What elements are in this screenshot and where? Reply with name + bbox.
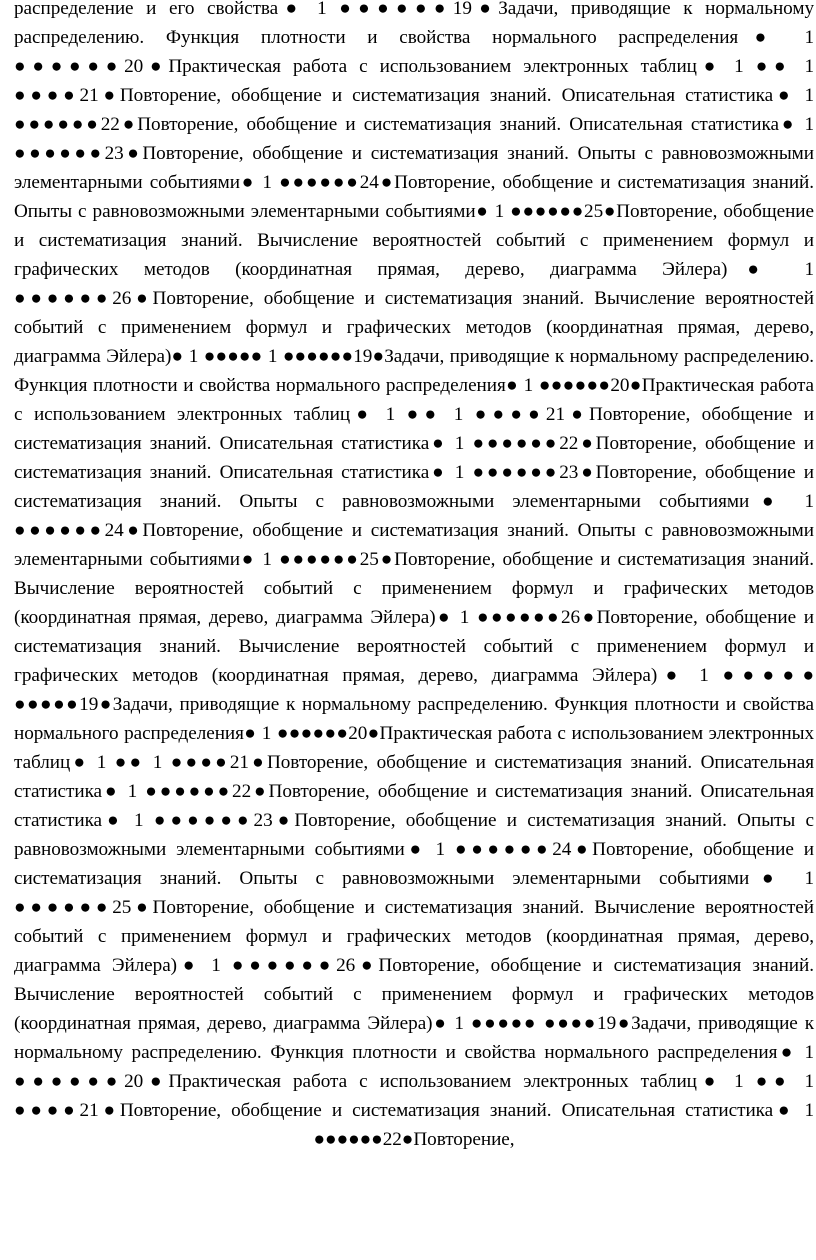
document-text: распределение и его свойства● 1 ●●●●●●19●Задачи, приводящие к нормальному распределению. Функция плотности и свойства нормального распределения● 1 ●●●●●●20●Практическая работа с использованием электронных таблиц● 1 ●● 1 ●●●●21●Повторение, обобщение и систематизация знаний. Описательная статистика● 1 ●●●●●●22●Повторение, обобщение и систематизация знаний. Описательная статистика● 1 ●●●●●●23●Повторение, обобщение и систематизация знаний. Опыты с равновозможными элементарными событиями● 1 ●●●●●●24●Повторение, обобщение и систематизация знаний. Опыты с равновозможными элементарными событиями● 1 ●●●●●●25●Повторение, обобщение и систематизация знаний. Вычисление вероятностей событий с применением формул и графических методов (координатная прямая, дерево, диаграмма Эйлера)● 1 ●●●●●●26●Повторение, обобщение и систематизация знаний. Вычисление вероятностей событий с применением формул и графических методов (координатная прямая, дерево, диаграмма Эйлера)● 1 ●●●●● 1 ●●●●●●19●Задачи, приводящие к нормальному распределению. Функция плотности и свойства нормального распределения● 1 ●●●●●●20●Практическая работа с использованием электронных таблиц● 1 ●● 1 ●●●●21●Повторение, обобщение и систематизация знаний. Описательная статистика● 1 ●●●●●●22●Повторение, обобщение и систематизация знаний. Описательная статистика● 1 ●●●●●●23●Повторение, обобщение и систематизация знаний. Опыты с равновозможными элементарными событиями● 1 ●●●●●●24●Повторение, обобщение и систематизация знаний. Опыты с равновозможными элементарными событиями● 1 ●●●●●●25●Повторение, обобщение и систематизация знаний. Вычисление вероятностей событий с применением формул и графических методов (координатная прямая, дерево, диаграмма Эйлера)● 1 ●●●●●●26●Повторение, обобщение и систематизация знаний. Вычисление вероятностей событий с применением формул и графических методов (координатная прямая, дерево, диаграмма Эйлера)● 1 ●●●●● ●●●●●19●Задачи, приводящие к нормальному распределению. Функция плотности и свойства нормального распределения● 1 ●●●●●●20●Практическая работа с использованием электронных таблиц● 1 ●● 1 ●●●●21●Повторение, обобщение и систематизация знаний. Описательная статистика● 1 ●●●●●●22●Повторение, обобщение и систематизация знаний. Описательная статистика● 1 ●●●●●●23●Повторение, обобщение и систематизация знаний. Опыты с равновозможными элементарными событиями● 1 ●●●●●●24●Повторение, обобщение и систематизация знаний. Опыты с равновозможными элементарными событиями● 1 ●●●●●●25●Повторение, обобщение и систематизация знаний. Вычисление вероятностей событий с применением формул и графических методов (координатная прямая, дерево, диаграмма Эйлера)● 1 ●●●●●●26●Повторение, обобщение и систематизация знаний. Вычисление вероятностей событий с применением формул и графических методов (координатная прямая, дерево, диаграмма Эйлера)● 1 ●●●●● ●●●●19●Задачи, приводящие к нормальному распределению. Функция плотности и свойства нормального распределения● 1 ●●●●●●20●Практическая работа с использованием электронных таблиц● 1 ●● 1 ●●●●21●Повторение, обобщение и систематизация знаний. Описательная статистика● 1 ●●●●●●22●Повторение, [14, 0, 814, 1150]
document-body-text [14, 0, 814, 1154]
